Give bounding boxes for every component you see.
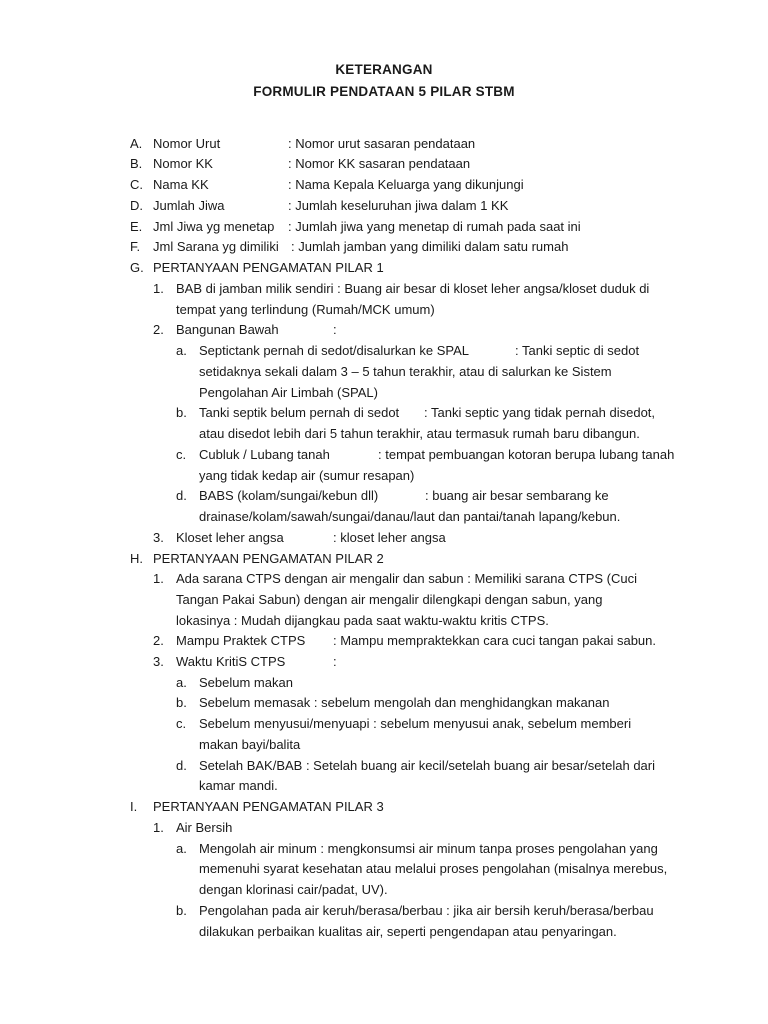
item-marker: B. bbox=[130, 156, 143, 171]
sublist-description: : tempat pembuangan kotoran berupa lubang tanah bbox=[378, 447, 675, 462]
item-description: : Nomor KK sasaran pendataan bbox=[288, 156, 471, 171]
sublist-text: dilakukan perbaikan kualitas air, seperti pengendapan atau penyaringan. bbox=[199, 924, 617, 939]
section-title-pilar-1: PERTANYAAN PENGAMATAN PILAR 1 bbox=[153, 260, 384, 275]
section-title-pilar-3: PERTANYAAN PENGAMATAN PILAR 3 bbox=[153, 799, 384, 814]
item-marker: A. bbox=[130, 136, 143, 151]
sublist-marker: b. bbox=[176, 405, 187, 420]
sublist-description: : Tanki septic di sedot bbox=[515, 343, 640, 358]
item-description: : Jumlah jiwa yang menetap di rumah pada saat ini bbox=[288, 219, 581, 234]
list-marker: 3. bbox=[153, 654, 164, 669]
list-marker: 2. bbox=[153, 322, 164, 337]
sublist-marker: a. bbox=[176, 675, 187, 690]
list-marker: 1. bbox=[153, 571, 164, 586]
list-marker: 3. bbox=[153, 530, 164, 545]
sublist-text: Setelah BAK/BAB : Setelah buang air kecil/setelah buang air besar/setelah dari bbox=[199, 758, 656, 773]
sublist-label: BABS (kolam/sungai/kebun dll) bbox=[199, 488, 379, 503]
list-item-label: Waktu KritiS CTPS bbox=[176, 654, 286, 669]
sublist-text: Sebelum menyusui/menyuapi : sebelum menyusui anak, sebelum memberi bbox=[199, 716, 632, 731]
section-marker: I. bbox=[130, 799, 138, 814]
sublist-marker: d. bbox=[176, 758, 187, 773]
sublist-marker: b. bbox=[176, 903, 187, 918]
sublist-text: makan bayi/balita bbox=[199, 737, 301, 752]
item-marker: C. bbox=[130, 177, 143, 192]
list-item-text: tempat yang terlindung (Rumah/MCK umum) bbox=[176, 302, 435, 317]
list-item-colon: : bbox=[333, 654, 337, 669]
sublist-label: Septictank pernah di sedot/disalurkan ke SPAL bbox=[199, 343, 470, 358]
list-item-text: BAB di jamban milik sendiri : Buang air besar di kloset leher angsa/kloset duduk di bbox=[176, 281, 650, 296]
item-label: Jml Sarana yg dimiliki bbox=[153, 239, 279, 254]
section-title-pilar-2: PERTANYAAN PENGAMATAN PILAR 2 bbox=[153, 551, 384, 566]
list-item-description: : kloset leher angsa bbox=[333, 530, 446, 545]
list-item-label: Mampu Praktek CTPS bbox=[176, 633, 306, 648]
doc-title: KETERANGAN bbox=[335, 62, 433, 77]
sublist-marker: b. bbox=[176, 695, 187, 710]
list-item-label: Kloset leher angsa bbox=[176, 530, 284, 545]
sublist-text: kamar mandi. bbox=[199, 778, 278, 793]
list-item-label: Bangunan Bawah bbox=[176, 322, 279, 337]
list-marker: 2. bbox=[153, 633, 164, 648]
sublist-marker: a. bbox=[176, 343, 187, 358]
sublist-marker: c. bbox=[176, 447, 187, 462]
list-item-text: lokasinya : Mudah dijangkau pada saat waktu-waktu kritis CTPS. bbox=[176, 613, 549, 628]
section-marker: H. bbox=[130, 551, 143, 566]
list-item-label: Air Bersih bbox=[176, 820, 233, 835]
item-marker: F. bbox=[130, 239, 141, 254]
item-label: Nomor KK bbox=[153, 156, 213, 171]
sublist-marker: d. bbox=[176, 488, 187, 503]
item-marker: D. bbox=[130, 198, 143, 213]
item-label: Jumlah Jiwa bbox=[153, 198, 225, 213]
sublist-text: Pengolahan pada air keruh/berasa/berbau : jika air bersih keruh/berasa/berbau bbox=[199, 903, 654, 918]
section-marker: G. bbox=[130, 260, 144, 275]
item-description: : Nama Kepala Keluarga yang dikunjungi bbox=[288, 177, 524, 192]
item-description: : Nomor urut sasaran pendataan bbox=[288, 136, 476, 151]
sublist-text: drainase/kolam/sawah/sungai/danau/laut dan pantai/tanah lapang/kebun. bbox=[199, 509, 621, 524]
list-item-text: Ada sarana CTPS dengan air mengalir dan sabun : Memiliki sarana CTPS (Cuci bbox=[176, 571, 637, 586]
item-marker: E. bbox=[130, 219, 143, 234]
item-label: Jml Jiwa yg menetap bbox=[153, 219, 275, 234]
item-description: : Jumlah jamban yang dimiliki dalam satu rumah bbox=[291, 239, 569, 254]
item-label: Nomor Urut bbox=[153, 136, 221, 151]
list-item-text: Tangan Pakai Sabun) dengan air mengalir dilengkapi dengan sabun, yang bbox=[176, 592, 603, 607]
doc-subtitle: FORMULIR PENDATAAN 5 PILAR STBM bbox=[253, 84, 515, 99]
sublist-text: atau disedot lebih dari 5 tahun terakhir, atau termasuk rumah baru dibangun. bbox=[199, 426, 640, 441]
sublist-text: memenuhi syarat kesehatan atau melalui proses pengolahan (misalnya merebus, bbox=[199, 861, 668, 876]
list-item-colon: : bbox=[333, 322, 337, 337]
list-item-description: : Mampu mempraktekkan cara cuci tangan pakai sabun. bbox=[333, 633, 657, 648]
sublist-description: : buang air besar sembarang ke bbox=[425, 488, 609, 503]
sublist-text: setidaknya sekali dalam 3 – 5 tahun terakhir, atau di salurkan ke Sistem bbox=[199, 364, 612, 379]
sublist-label: Tanki septik belum pernah di sedot bbox=[199, 405, 400, 420]
sublist-description: : Tanki septic yang tidak pernah disedot, bbox=[424, 405, 656, 420]
item-label: Nama KK bbox=[153, 177, 209, 192]
item-description: : Jumlah keseluruhan jiwa dalam 1 KK bbox=[288, 198, 509, 213]
sublist-text: yang tidak kedap air (sumur resapan) bbox=[199, 468, 415, 483]
sublist-text: Mengolah air minum : mengkonsumsi air minum tanpa proses pengolahan yang bbox=[199, 841, 658, 856]
sublist-label: Cubluk / Lubang tanah bbox=[199, 447, 330, 462]
sublist-text: Pengolahan Air Limbah (SPAL) bbox=[199, 385, 378, 400]
sublist-text: Sebelum memasak : sebelum mengolah dan menghidangkan makanan bbox=[199, 695, 610, 710]
list-marker: 1. bbox=[153, 820, 164, 835]
sublist-marker: a. bbox=[176, 841, 187, 856]
list-marker: 1. bbox=[153, 281, 164, 296]
sublist-marker: c. bbox=[176, 716, 187, 731]
sublist-text: dengan klorinasi cair/padat, UV). bbox=[199, 882, 388, 897]
sublist-text: Sebelum makan bbox=[199, 675, 293, 690]
